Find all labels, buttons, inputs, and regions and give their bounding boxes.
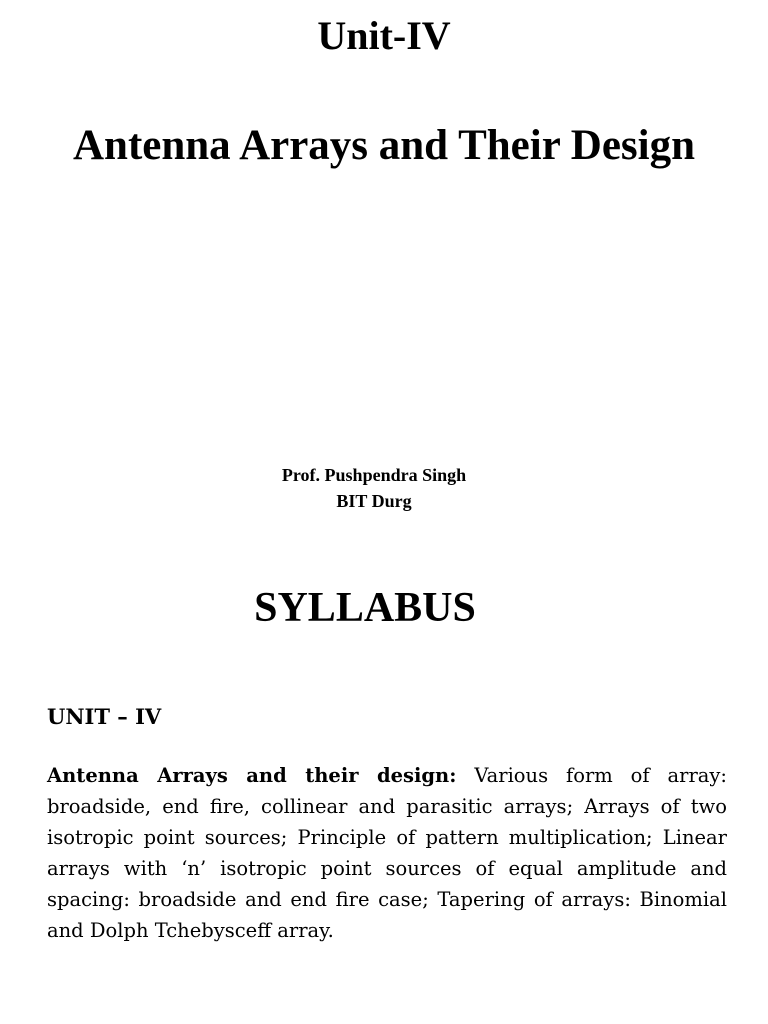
syllabus-paragraph	[47, 760, 727, 946]
main-title: Antenna Arrays and Their Design	[72, 122, 695, 169]
unit-title: Unit-IV	[317, 13, 451, 58]
syllabus-topic-lead: Antenna Arrays and their design:	[47, 764, 457, 787]
syllabus-topic-body: Various form of array: broadside, end fire, collinear and parasitic arrays; Arrays of two isotropic point sources; Principle of pattern multiplication; Linear arrays with ‘n’ isotropic point sources of equal amplitude and spacing: broadside and end fire case; Tapering of arrays: Binomial and Dolph Tchebysceff array.	[47, 764, 727, 942]
author-block	[0, 462, 748, 514]
syllabus-heading: SYLLABUS	[254, 585, 476, 631]
unit-label: UNIT – IV	[47, 704, 162, 729]
author-name: Prof. Pushpendra Singh	[281, 465, 467, 485]
author-institution: BIT Durg	[336, 491, 412, 511]
